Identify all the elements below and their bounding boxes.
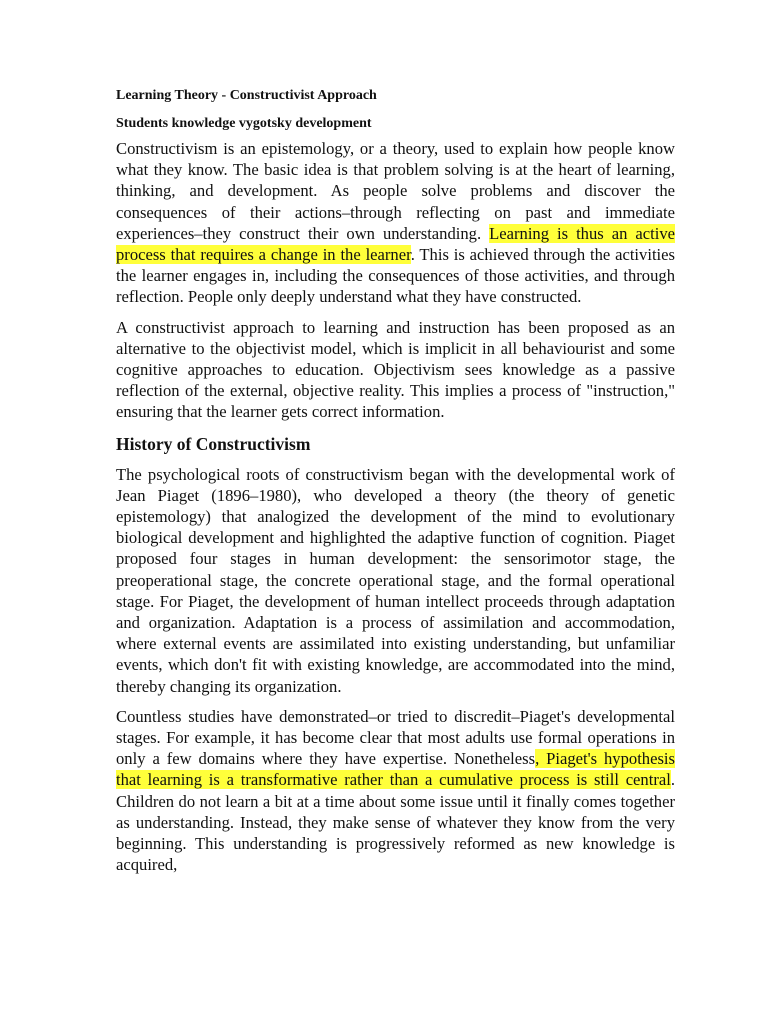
- paragraph-text: Countless studies have demonstrated–or tried to discredit–Piaget's developmental stages. For example, it has become clear that most adults use formal operations in only a few domains where they have expertise. Nonetheless: [116, 706, 675, 769]
- paragraph-text: . This is achieved through the activities the learner engages in, including the consequences of those activities, and through reflection. People only deeply understand what they have constructed.: [116, 245, 675, 307]
- highlighted-text: Learning is thus an active process that requires a change in the learner: [116, 223, 675, 265]
- document-page: [116, 86, 675, 876]
- paragraph-piaget-roots: The psychological roots of constructivism began with the developmental work of Jean Piaget (1896–1980), who developed a theory (the theory of genetic epistemology) that analogized the development of the mind to evolutionary biological development and highlighted the adaptive function of cognition. Piaget proposed four stages in human development: the sensorimotor stage, the preoperational stage, the concrete operational stage, and the formal operational stage. For Piaget, the development of human intellect proceeds through adaptation and organization. Adaptation is a process of assimilation and accommodation, where external events are assimilated into existing understanding, but unfamiliar events, which don't fit with existing knowledge, are accommodated into the mind, thereby changing its organization.: [116, 464, 675, 696]
- paragraph-constructivism-definition: [116, 138, 675, 308]
- paragraph-constructivist-approach: A constructivist approach to learning and instruction has been proposed as an alternative to the objectivist model, which is implicit in all behaviourist and some cognitive approaches to education. Objectivism sees knowledge as a passive reflection of the external, objective reality. This implies a process of "instruction," ensuring that the learner gets correct information.: [116, 317, 675, 422]
- highlighted-text: , Piaget's hypothesis that learning is a transformative rather than a cumulative process is still central: [116, 749, 675, 790]
- document-tags: Students knowledge vygotsky development: [116, 116, 372, 131]
- document-title: Learning Theory - Constructivist Approach: [116, 88, 377, 103]
- paragraph-text: . Children do not learn a bit at a time about some issue until it finally comes together as understanding. Instead, they make sense of whatever they know from the very beginning. This understanding is progressively reformed as new knowledge is acquired,: [116, 770, 675, 875]
- section-heading: History of Constructivism: [116, 433, 311, 454]
- paragraph-piaget-stages-studies: [116, 706, 675, 876]
- paragraph-text: Constructivism is an epistemology, or a theory, used to explain how people know what they know. The basic idea is that problem solving is at the heart of learning, thinking, and development. As people solve problems and discover the consequences of their actions–through reflecting on past and immediate experiences–they construct their own understanding.: [116, 139, 675, 243]
